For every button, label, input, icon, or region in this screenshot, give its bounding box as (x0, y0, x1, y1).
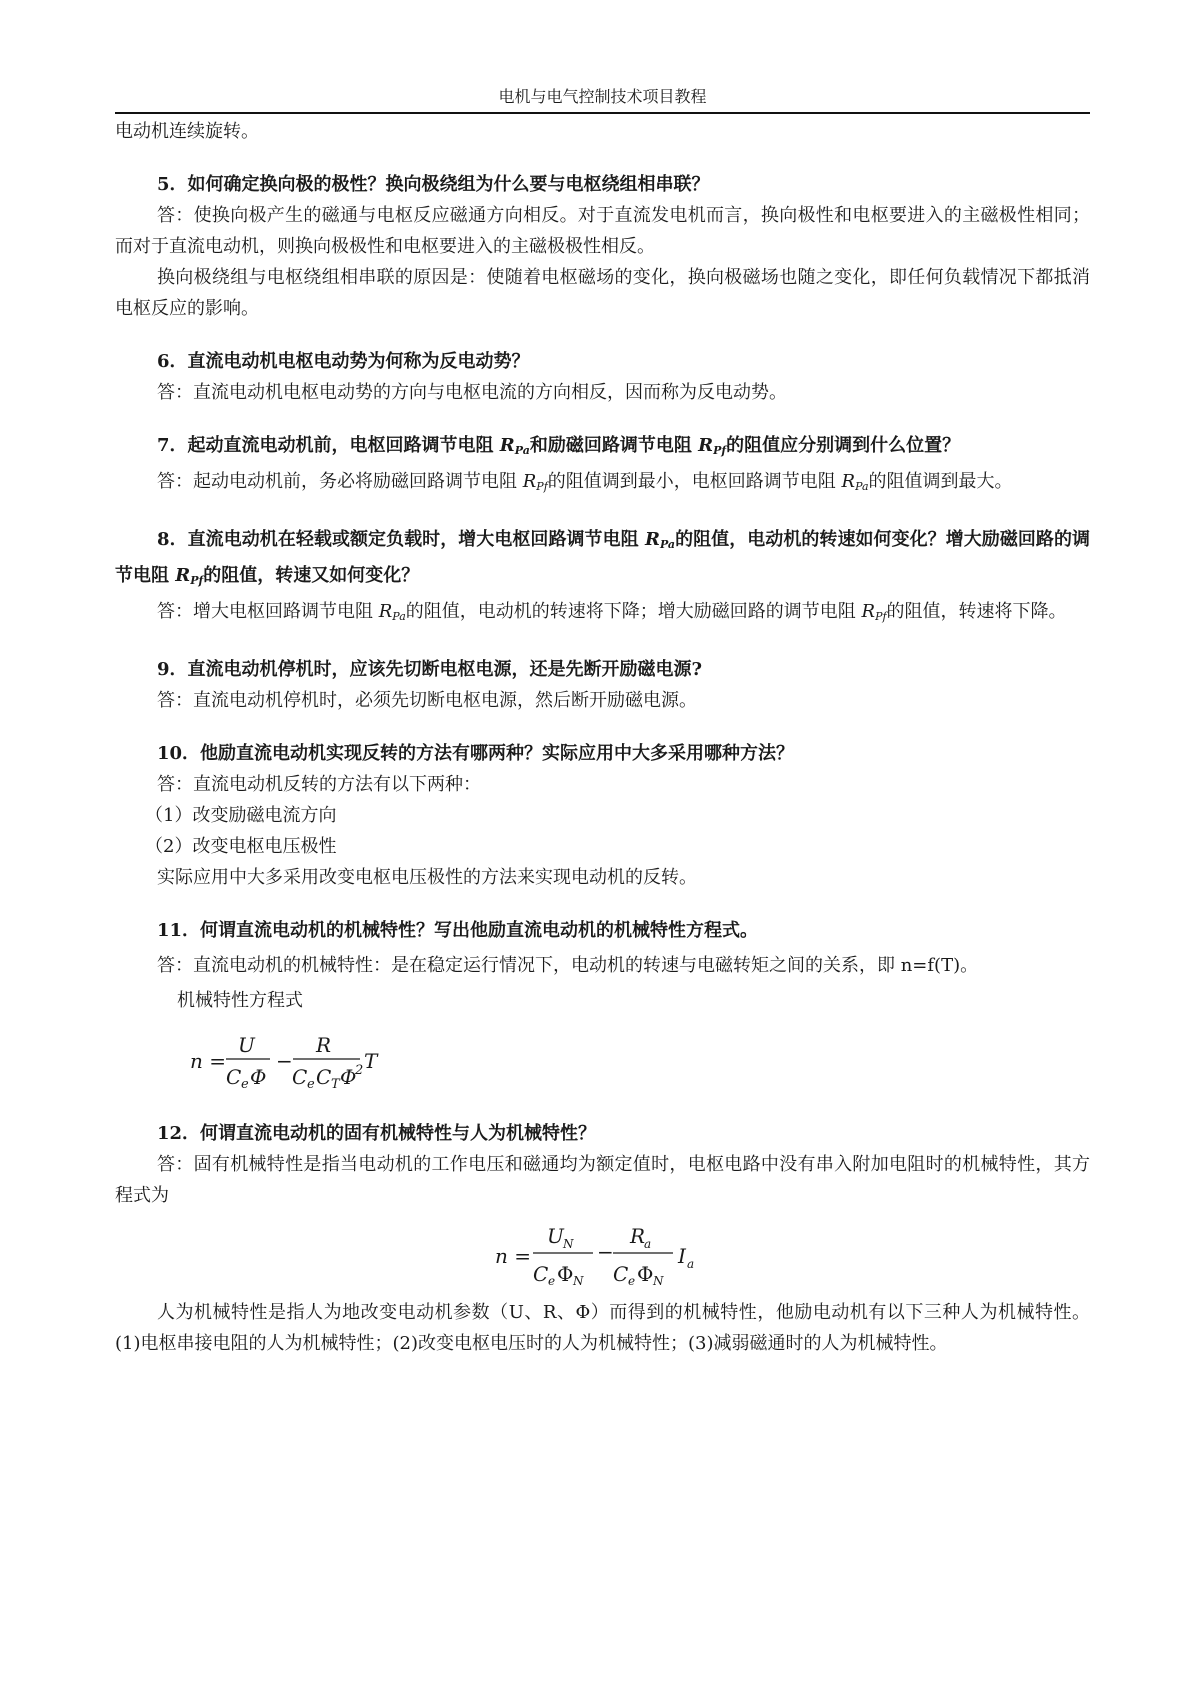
question-11: 11．何谓直流电动机的机械特性？写出他励直流电动机的机械特性方程式。 (157, 920, 759, 941)
svg-text:Φ: Φ (557, 1262, 574, 1286)
equation-2-svg (115, 1211, 1090, 1297)
document-body (115, 116, 1090, 1359)
svg-text:Φ: Φ (250, 1065, 267, 1089)
svg-text:C: C (316, 1065, 332, 1089)
svg-text:e: e (307, 1077, 315, 1092)
answer-8: 答：增大电枢回路调节电阻 $R_{Pa}$的阻值，电动机的转速将下降；增大励磁回路的调节电阻 $R_{Pf}$的阻值，转速将下降。 (157, 601, 1067, 623)
question-9: 9．直流电动机停机时，应该先切断电枢电源，还是先断开励磁电源? (157, 659, 703, 680)
symbol-r-pf: $R_{Pf}$ (698, 435, 727, 457)
page-header: 电机与电气控制技术项目教程 (115, 84, 1090, 114)
svg-text:C: C (226, 1065, 242, 1089)
svg-text:U: U (238, 1033, 255, 1057)
answer-12: 答：固有机械特性是指当电动机的工作电压和磁通均为额定值时，电枢电路中没有串入附加电阻时的机械特性，其方程式为 (115, 1154, 1090, 1206)
svg-text:Φ: Φ (340, 1065, 357, 1089)
svg-text:a: a (644, 1237, 652, 1251)
svg-text:N: N (653, 1274, 664, 1288)
question-8: 8．直流电动机在轻载或额定负载时，增大电枢回路调节电阻 $R_{Pa}$的阻值，电动机的转速如何变化？增大励磁回路的调节电阻 $R_{Pf}$的阻值，转速又如何变化？ (115, 529, 1091, 587)
svg-text:T: T (364, 1049, 378, 1073)
question-7: 7．起动直流电动机前，电枢回路调节电阻 $R_{Pa}$和励磁回路调节电阻 $R_{Pf}$的阻值应分别调到什么位置？ (157, 435, 961, 457)
intro-text: 电动机连续旋转。 (115, 121, 259, 142)
svg-text:e: e (548, 1274, 556, 1288)
svg-text:C: C (292, 1065, 308, 1089)
question-10: 10．他励直流电动机实现反转的方法有哪两种？实际应用中大多采用哪种方法？ (157, 743, 795, 764)
svg-text:−: − (276, 1049, 293, 1073)
svg-text:e: e (241, 1077, 249, 1092)
svg-text:n =: n = (190, 1049, 226, 1073)
answer-7: 答：起动电动机前，务必将励磁回路调节电阻 $R_{Pf}$的阻值调到最小，电枢回路调节电阻 $R_{Pa}$的阻值调到最大。 (157, 471, 1013, 493)
svg-text:2: 2 (355, 1063, 364, 1078)
mechanical-characteristic-equation (190, 1016, 1090, 1106)
svg-text:a: a (687, 1257, 695, 1271)
svg-text:I: I (678, 1244, 686, 1268)
svg-text:e: e (628, 1274, 636, 1288)
equation-label: 机械特性方程式 (177, 990, 303, 1011)
symbol-r-pa: $R_{Pa}$ (499, 435, 530, 457)
question-12: 12．何谓直流电动机的固有机械特性与人为机械特性？ (157, 1123, 597, 1144)
svg-text:R: R (630, 1224, 646, 1248)
svg-text:C: C (533, 1262, 549, 1286)
svg-text:R: R (316, 1033, 332, 1057)
svg-text:N: N (573, 1274, 584, 1288)
answer-6: 答：直流电动机电枢电动势的方向与电枢电流的方向相反，因而称为反电动势。 (157, 382, 787, 403)
svg-text:N: N (563, 1237, 574, 1251)
answer-10: 答：直流电动机反转的方法有以下两种： (157, 774, 481, 795)
question-6: 6．直流电动机电枢电动势为何称为反电动势？ (157, 351, 530, 372)
answer-12-para2: 人为机械特性是指人为地改变电动机参数（U、R、Φ）而得到的机械特性，他励电动机有以下三种人为机械特性。 (1)电枢串接电阻的人为机械特性；(2)改变电枢电压时的人为机械特性；(3)减弱磁通时的人为机械特性。 (115, 1302, 1090, 1354)
answer-10-item1: （1）改变励磁电流方向 (145, 805, 337, 826)
answer-10-para2: 实际应用中大多采用改变电枢电压极性的方法来实现电动机的反转。 (157, 867, 697, 888)
svg-text:Φ: Φ (637, 1262, 654, 1286)
equation-1-svg (190, 1016, 490, 1106)
svg-text:C: C (613, 1262, 629, 1286)
svg-text:n =: n = (495, 1244, 531, 1268)
answer-10-item2: （2）改变电枢电压极性 (145, 836, 337, 857)
answer-9: 答：直流电动机停机时，必须先切断电枢电源，然后断开励磁电源。 (157, 690, 697, 711)
answer-11: 答：直流电动机的机械特性：是在稳定运行情况下，电动机的转速与电磁转矩之间的关系，即 n=f(T)。 (157, 955, 979, 976)
answer-5-para2: 换向极绕组与电枢绕组相串联的原因是：使随着电枢磁场的变化，换向极磁场也随之变化，即任何负载情况下都抵消电枢反应的影响。 (115, 267, 1090, 319)
question-5: 5．如何确定换向极的极性？换向极绕组为什么要与电枢绕组相串联？ (157, 174, 710, 195)
svg-text:T: T (331, 1077, 340, 1092)
answer-5-para1: 答：使换向极产生的磁通与电枢反应磁通方向相反。对于直流发电机而言，换向极性和电枢要进入的主磁极性相同；而对于直流电动机，则换向极极性和电枢要进入的主磁极极性相反。 (115, 205, 1090, 257)
svg-text:U: U (547, 1224, 564, 1248)
natural-characteristic-equation (115, 1211, 1090, 1297)
svg-text:−: − (597, 1240, 614, 1264)
